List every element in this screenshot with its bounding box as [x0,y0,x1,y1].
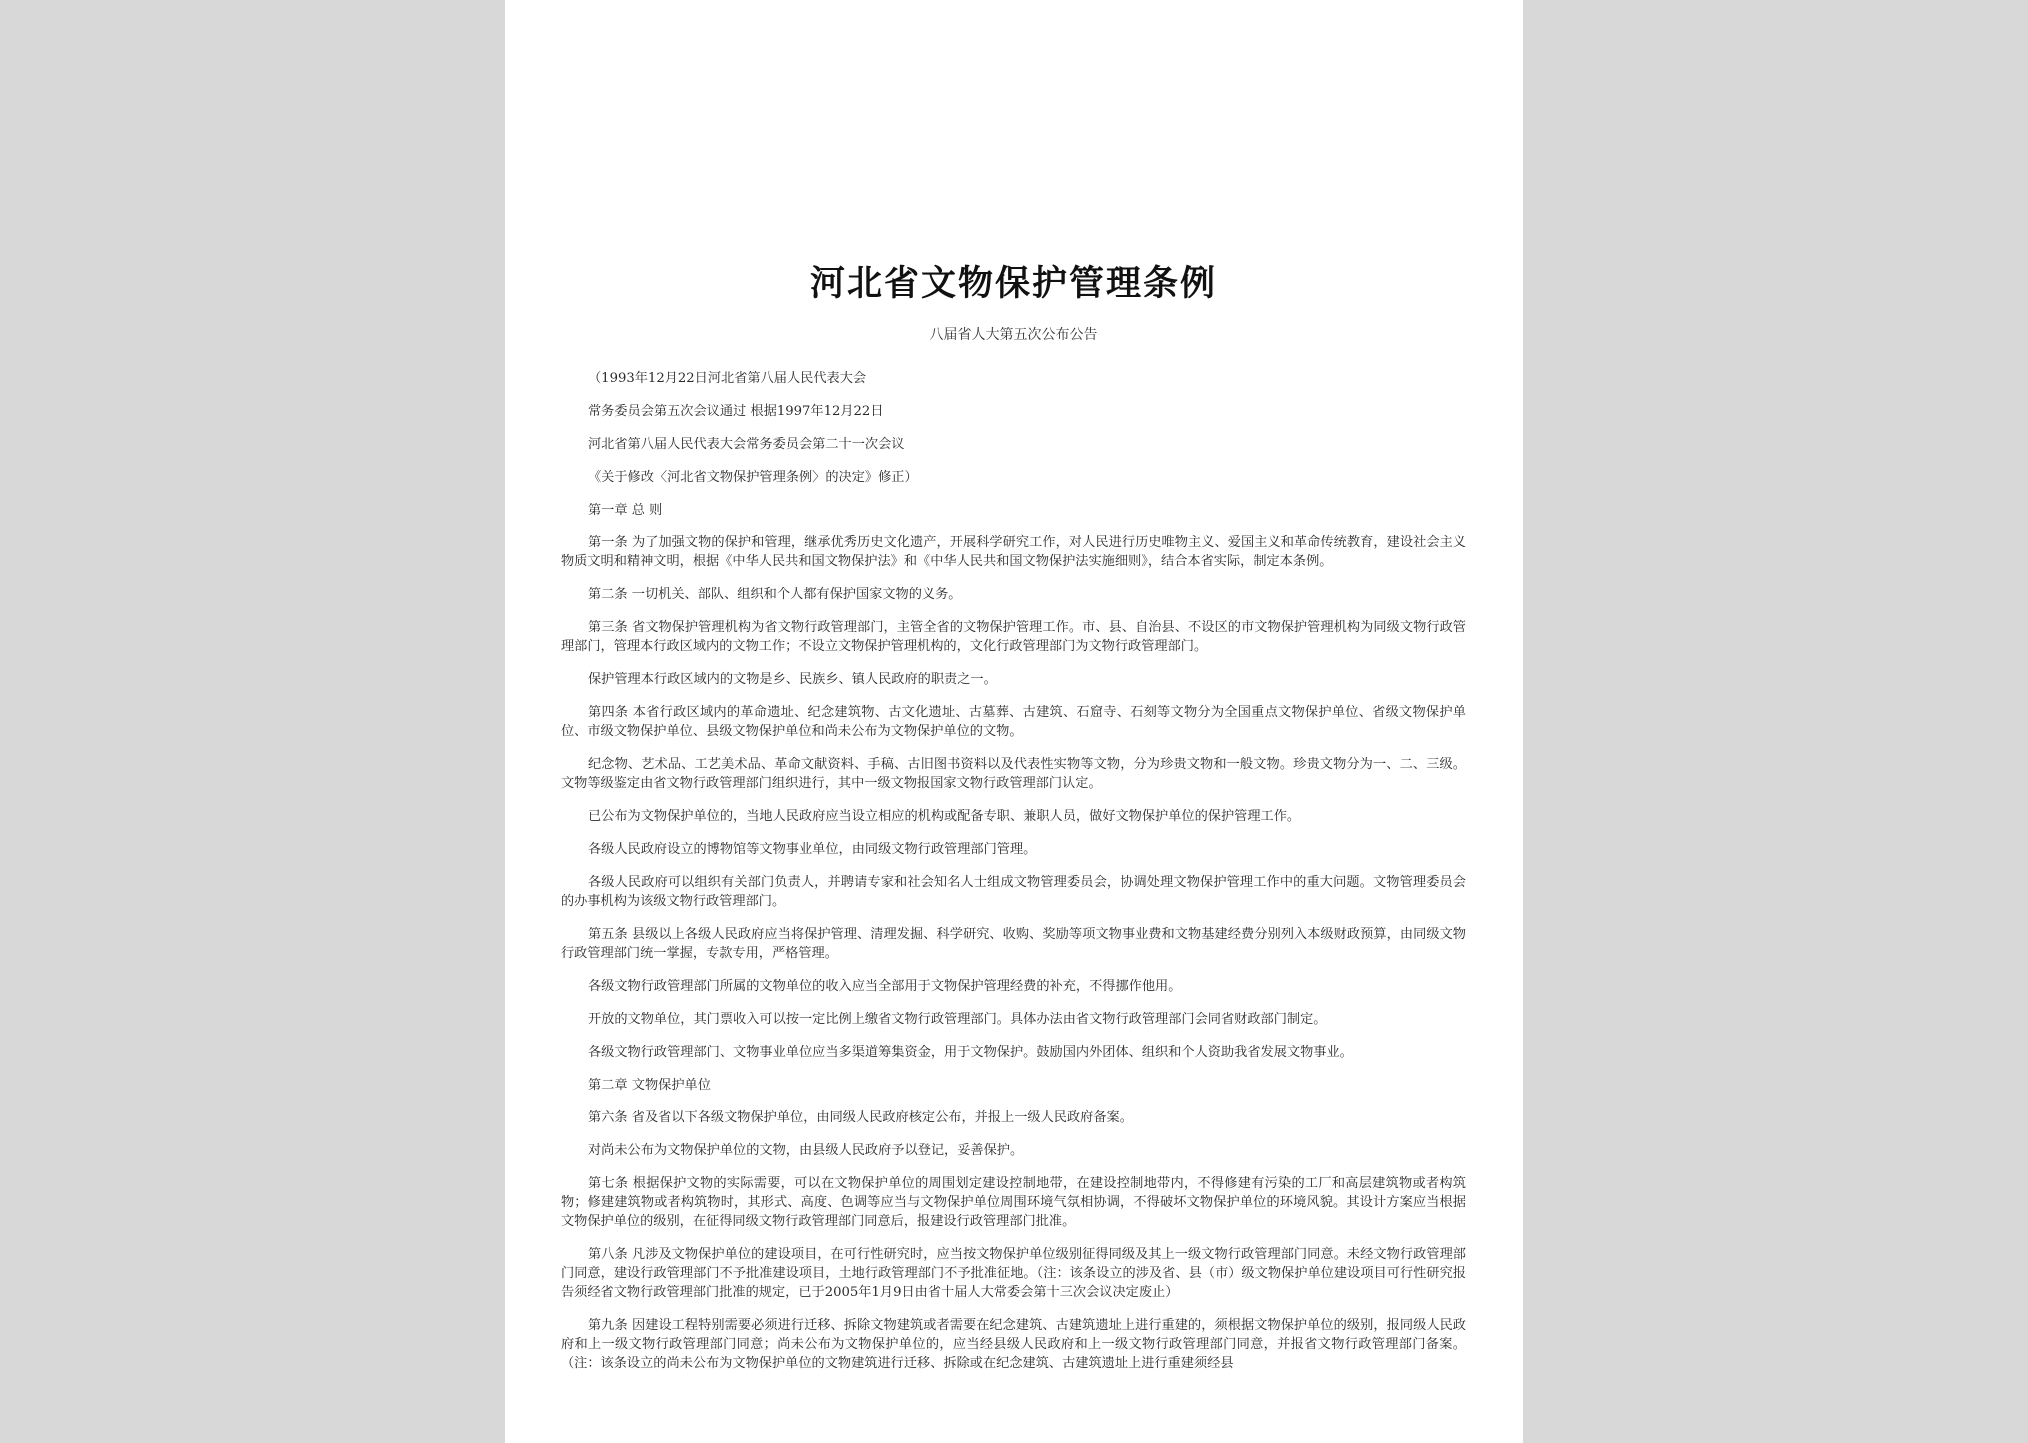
document-page [505,0,1523,1443]
preamble [561,369,1466,487]
article-paragraph: 第八条 凡涉及文物保护单位的建设项目，在可行性研究时，应当按文物保护单位级别征得同级及其上一级文物行政管理部门同意。未经文物行政管理部门同意，建设行政管理部门不予批准建设项目，土地行政管理部门不予批准征地。（注：该条设立的涉及省、县（市）级文物保护单位建设项目可行性研究报告须经省文物行政管理部门批准的规定，已于2005年1月9日由省十届人大常委会第十三次会议决定废止） [561,1247,1466,1300]
article-paragraph: 第四条 本省行政区域内的革命遗址、纪念建筑物、古文化遗址、古墓葬、古建筑、石窟寺、石刻等文物分为全国重点文物保护单位、省级文物保护单位、市级文物保护单位、县级文物保护单位和尚未公布为文物保护单位的文物。 [561,705,1466,739]
article-paragraph: 保护管理本行政区域内的文物是乡、民族乡、镇人民政府的职责之一。 [588,672,997,687]
article-paragraph: 第二条 一切机关、部队、组织和个人都有保护国家文物的义务。 [588,587,962,602]
article-paragraph: 各级文物行政管理部门、文物事业单位应当多渠道筹集资金，用于文物保护。鼓励国内外团体、组织和个人资助我省发展文物事业。 [588,1045,1353,1060]
article-paragraph: 各级人民政府设立的博物馆等文物事业单位，由同级文物行政管理部门管理。 [588,842,1037,857]
preamble-line: 常务委员会第五次会议通过 根据1997年12月22日 [588,404,884,419]
article-paragraph: 第七条 根据保护文物的实际需要，可以在文物保护单位的周围划定建设控制地带，在建设控制地带内，不得修建有污染的工厂和高层建筑物或者构筑物；修建建筑物或者构筑物时，其形式、高度、色调等应当与文物保护单位周围环境气氛相协调，不得破坏文物保护单位的环境风貌。其设计方案应当根据文物保护单位的级别，在征得同级文物行政管理部门同意后，报建设行政管理部门批准。 [561,1176,1466,1229]
article-paragraph: 第六条 省及省以下各级文物保护单位，由同级人民政府核定公布，并报上一级人民政府备案。 [588,1110,1133,1125]
article-paragraph: 开放的文物单位，其门票收入可以按一定比例上缴省文物行政管理部门。具体办法由省文物行政管理部门会同省财政部门制定。 [588,1012,1327,1027]
preamble-line: 河北省第八届人民代表大会常务委员会第二十一次会议 [588,437,905,452]
chapter-1-body [561,533,1466,1062]
chapter-heading: 第二章 文物保护单位 [588,1078,711,1093]
article-paragraph: 第一条 为了加强文物的保护和管理，继承优秀历史文化遗产，开展科学研究工作，对人民进行历史唯物主义、爱国主义和革命传统教育，建设社会主义物质文明和精神文明，根据《中华人民共和国文物保护法》和《中华人民共和国文物保护法实施细则》，结合本省实际，制定本条例。 [561,535,1466,569]
chapter-2-body [561,1108,1466,1373]
article-paragraph: 第五条 县级以上各级人民政府应当将保护管理、清理发掘、科学研究、收购、奖励等项文物事业费和文物基建经费分别列入本级财政预算，由同级文物行政管理部门统一掌握，专款专用，严格管理。 [561,927,1466,961]
article-paragraph: 已公布为文物保护单位的，当地人民政府应当设立相应的机构或配备专职、兼职人员，做好文物保护单位的保护管理工作。 [588,809,1301,824]
article-paragraph: 对尚未公布为文物保护单位的文物，由县级人民政府予以登记，妥善保护。 [588,1143,1024,1158]
page-content [561,262,1466,1387]
article-paragraph: 各级人民政府可以组织有关部门负责人，并聘请专家和社会知名人士组成文物管理委员会，协调处理文物保护管理工作中的重大问题。文物管理委员会的办事机构为该级文物行政管理部门。 [561,875,1466,909]
document-title: 河北省文物保护管理条例 [809,263,1217,304]
article-paragraph: 第三条 省文物保护管理机构为省文物行政管理部门，主管全省的文物保护管理工作。市、县、自治县、不设区的市文物保护管理机构为同级文物行政管理部门，管理本行政区域内的文物工作；不设立文物保护管理机构的，文化行政管理部门为文物行政管理部门。 [561,620,1466,654]
article-paragraph: 纪念物、艺术品、工艺美术品、革命文献资料、手稿、古旧图书资料以及代表性实物等文物，分为珍贵文物和一般文物。珍贵文物分为一、二、三级。文物等级鉴定由省文物行政管理部门组织进行，其中一级文物报国家文物行政管理部门认定。 [561,757,1466,791]
document-subtitle: 八届省人大第五次公布公告 [929,327,1098,343]
article-paragraph: 各级文物行政管理部门所属的文物单位的收入应当全部用于文物保护管理经费的补充，不得挪作他用。 [588,979,1182,994]
preamble-line: （1993年12月22日河北省第八届人民代表大会 [588,371,867,386]
chapter-heading: 第一章 总 则 [588,503,663,518]
preamble-line: 《关于修改〈河北省文物保护管理条例〉的决定》修正） [588,470,918,485]
article-paragraph: 第九条 因建设工程特别需要必须进行迁移、拆除文物建筑或者需要在纪念建筑、古建筑遗址上进行重建的，须根据文物保护单位的级别，报同级人民政府和上一级文物行政管理部门同意；尚未公布为文物保护单位的，应当经县级人民政府和上一级文物行政管理部门同意，并报省文物行政管理部门备案。（注：该条设立的尚未公布为文物保护单位的文物建筑进行迁移、拆除或在纪念建筑、古建筑遗址上进行重建须经县 [561,1318,1466,1371]
